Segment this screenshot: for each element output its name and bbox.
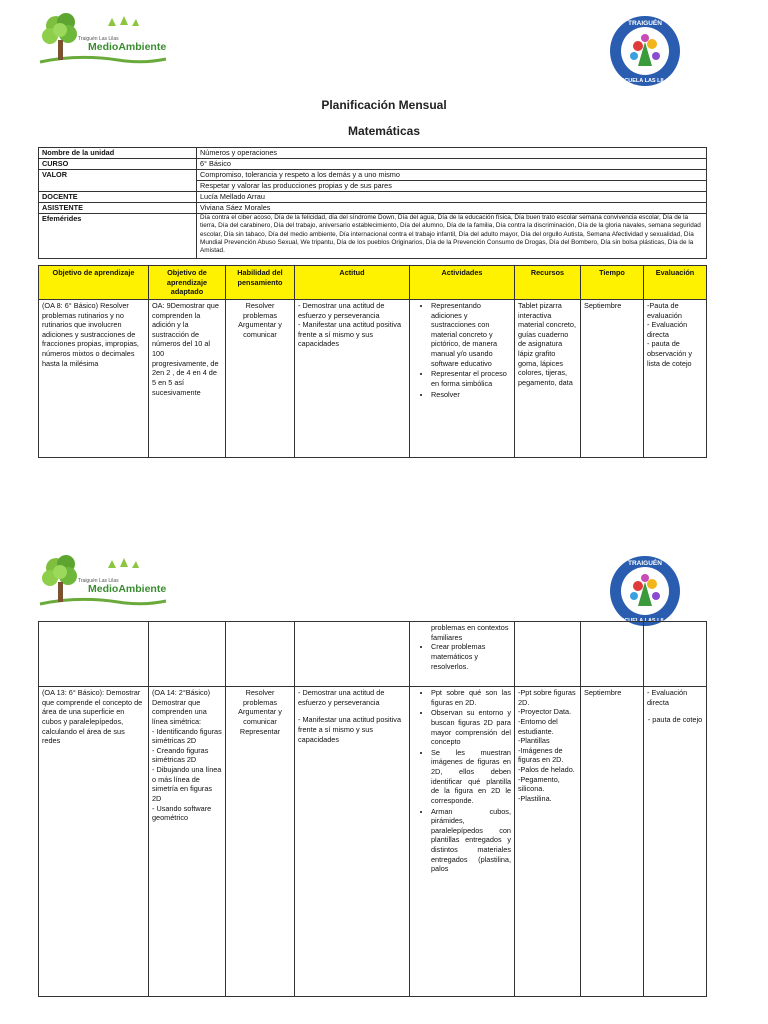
objetivo-adaptado-item: - Creando figuras simétricas 2D [152,745,209,765]
svg-text:TRAIGUÉN: TRAIGUÉN [628,560,662,567]
medio-ambiente-logo [38,554,168,610]
cell-evaluacion [644,687,707,997]
cell-habilidad [226,622,295,687]
info-row-docente [39,192,707,203]
info-value: Lucía Mellado Arrau [197,192,707,203]
objetivo-adaptado-item: - Usando software geométrico [152,803,212,823]
info-row-efemerides [39,214,707,259]
info-value: Números y operaciones [197,148,707,159]
cell-habilidad: Resolver problemas Argumentar y comunicar [226,299,295,457]
svg-text:MedioAmbiente: MedioAmbiente [88,583,167,595]
col-header: Actitud [295,266,410,300]
planning-table-continued [38,621,707,997]
svg-text:ESCUELA LAS LILAS: ESCUELA LAS LILAS [616,618,674,624]
svg-text:Traiguén Las Lilas: Traiguén Las Lilas [78,36,119,42]
actividad-item: • Representando adiciones y sustracciones con material concreto y pictórico, de manera manual y/o usando software educativo [431,301,511,368]
evaluacion-item: -Pauta de evaluación [647,300,682,320]
cell-tiempo: Septiembre [581,299,644,457]
info-row-valor [39,170,707,181]
info-label: Nombre de la unidad [39,148,197,159]
cell-recursos [515,622,581,687]
col-header: Evaluación [644,266,707,300]
medio-ambiente-logo [38,12,168,68]
header-row [39,266,707,300]
actividad-item: • Representar el proceso en forma simbólica [431,369,511,388]
recurso-item: -Plantillas [518,736,550,746]
cell-actitud [295,622,410,687]
info-value: 6° Básico [197,159,707,170]
evaluacion-item: - pauta de observación y lista de cotejo [647,339,693,368]
svg-text:MedioAmbiente: MedioAmbiente [88,41,167,53]
table-row [39,687,707,997]
escuela-las-lilas-seal [608,554,682,628]
info-label: Efemérides [39,214,197,259]
evaluacion-item: - Evaluación directa [647,320,688,339]
svg-text:Traiguén Las Lilas: Traiguén Las Lilas [78,578,119,584]
info-row-asistente [39,203,707,214]
recurso-item: -Proyector Data. [518,707,572,717]
table-row [39,622,707,687]
info-value: Viviana Sáez Morales [197,203,707,214]
actitud-item: - Demostrar una actitud de esfuerzo y perseverancia [298,300,385,320]
objetivo-adaptado-item: - Dibujando una línea o más línea de simetría en figuras 2D [152,765,222,803]
objetivo-adaptado-item: - Identificando figuras simétricas 2D [152,726,222,746]
col-header: Objetivo de aprendizaje [39,266,149,300]
col-header: Objetivo de aprendizaje adaptado [149,266,226,300]
actividad-item: • Se les muestran imágenes de figuras en 2D, ellos deben identificar qué plantilla de la figura en 2D le corresponde. [431,748,511,806]
actividad-item: • Ppt sobre qué son las figuras en 2D. [431,688,511,707]
actividad-item: • Resolver [431,390,511,400]
evaluacion-item: - pauta de cotejo [647,715,703,725]
actitud-item: - Manifestar una actitud positiva frente a sí mismo y sus capacidades [298,320,402,349]
cell-actitud [295,687,410,997]
svg-text:TRAIGUÉN: TRAIGUÉN [628,20,662,27]
recurso-item: -Entorno del estudiante. [518,716,558,736]
cell-actitud [295,299,410,457]
actitud-item: - Manifestar una actitud positiva frente a sí mismo y sus capacidades [298,715,402,744]
info-value: Día contra el ciber acoso, Día de la felicidad, día del síndrome Down, Día del agua, Día de la educación física, Día buen trato escolar semana convivencia escolar, Día de la tierra, Día del carabinero, Día del trabajo, aniversario establecimiento, Día del alumno, Día de la familia, Día contra la discriminación, Día de la gloria navales, semana seguridad escolar, Día sin tabaco, Día del medio ambiente, Día internacional contra el trabajo infantil, Día del adulto mayor, Día del orgullo Autista, Semana Afectividad y sexualidad, Día Mundial Prevención Abuso Sexual, We tripantu, Día de los pueblos Originarios, Día de la Prevención Consumo de Drogas, Día del Bombero, Día sin bolsa plásticas, Día de la Amistad. [197,214,707,259]
info-label: CURSO [39,159,197,170]
cell-objetivo-adaptado [149,622,226,687]
evaluacion-item: - Evaluación directa [647,688,688,707]
svg-text:ESCUELA LAS LILAS: ESCUELA LAS LILAS [616,78,674,84]
info-label: VALOR [39,170,197,192]
col-header: Habilidad del pensamiento [226,266,295,300]
cell-objetivo: (OA 13: 6° Básico): Demostrar que comprende el concepto de área de una superficie en cubos y paralelepípedos, calculando el área de sus redes [39,687,149,997]
info-row-curso [39,159,707,170]
cell-recursos: Tablet pizarra interactiva material concreto, guías cuaderno de asignatura lápiz grafito goma, lápices colores, tijeras, pegamento, data [515,299,581,457]
objetivo-adaptado-item: (OA 14: 2°Básico) Demostrar que comprenden una línea simétrica: [152,688,211,726]
info-value: Respetar y valorar las producciones propias y de sus pares [197,181,707,192]
cell-recursos [515,687,581,997]
cell-actividades [410,299,515,457]
table-row [39,299,707,457]
cell-evaluacion [644,622,707,687]
actividad-item-continued: problemas en contextos familiares [431,623,509,642]
escuela-las-lilas-seal [608,14,682,88]
info-value: Compromiso, tolerancia y respeto a los demás y a uno mismo [197,170,707,181]
cell-objetivo: (OA 8: 6° Básico) Resolver problemas rutinarios y no rutinarios que involucren adiciones y sustracciones de fracciones propias, impropias, números mixtos o decimales hasta la milésima [39,299,149,457]
col-header: Actividades [410,266,515,300]
recurso-item: -Imágenes de figuras en 2D. [518,745,564,765]
actitud-item: - Demostrar una actitud de esfuerzo y perseverancia [298,688,385,707]
info-row-unidad [39,148,707,159]
cell-evaluacion [644,299,707,457]
page-1 [0,0,768,500]
cell-actividades [410,622,515,687]
unit-info-table [38,147,707,259]
page-subtitle: Matemáticas [347,124,421,138]
cell-tiempo: Septiembre [581,687,644,997]
planning-table [38,265,707,458]
actividad-item: • Observan su entorno y buscan figuras 2D para mayor comprensión del concepto [431,708,511,747]
cell-objetivo-adaptado [149,687,226,997]
cell-objetivo-adaptado: OA: 9Demostrar que comprenden la adición y la sustracción de números del 10 al 100 progresivamente, de 2en 2 , de 4 en 4 de 5 en 5 así sucesivamente [149,299,226,457]
recurso-item: -Plastilina. [518,793,552,803]
cell-objetivo [39,622,149,687]
recurso-item: -Ppt sobre figuras 2D. [518,688,576,707]
info-label: ASISTENTE [39,203,197,214]
cell-tiempo [581,622,644,687]
page-title: Planificación Mensual [321,98,447,112]
page-2 [0,548,768,1024]
col-header: Recursos [515,266,581,300]
cell-actividades [410,687,515,997]
actividad-item: • Arman cubos, pirámides, paralelepípedos con plantillas entregados y distintos materiales entregados (plastilina, palos [431,807,511,874]
recurso-item: -Pegamento, silicona. [518,774,560,794]
cell-habilidad: Resolver problemas Argumentar y comunicar Representar [226,687,295,997]
col-header: Tiempo [581,266,644,300]
actividad-item: • Crear problemas matemáticos y resolverlos. [431,642,511,671]
info-label: DOCENTE [39,192,197,203]
recurso-item: -Palos de helado. [518,765,575,774]
